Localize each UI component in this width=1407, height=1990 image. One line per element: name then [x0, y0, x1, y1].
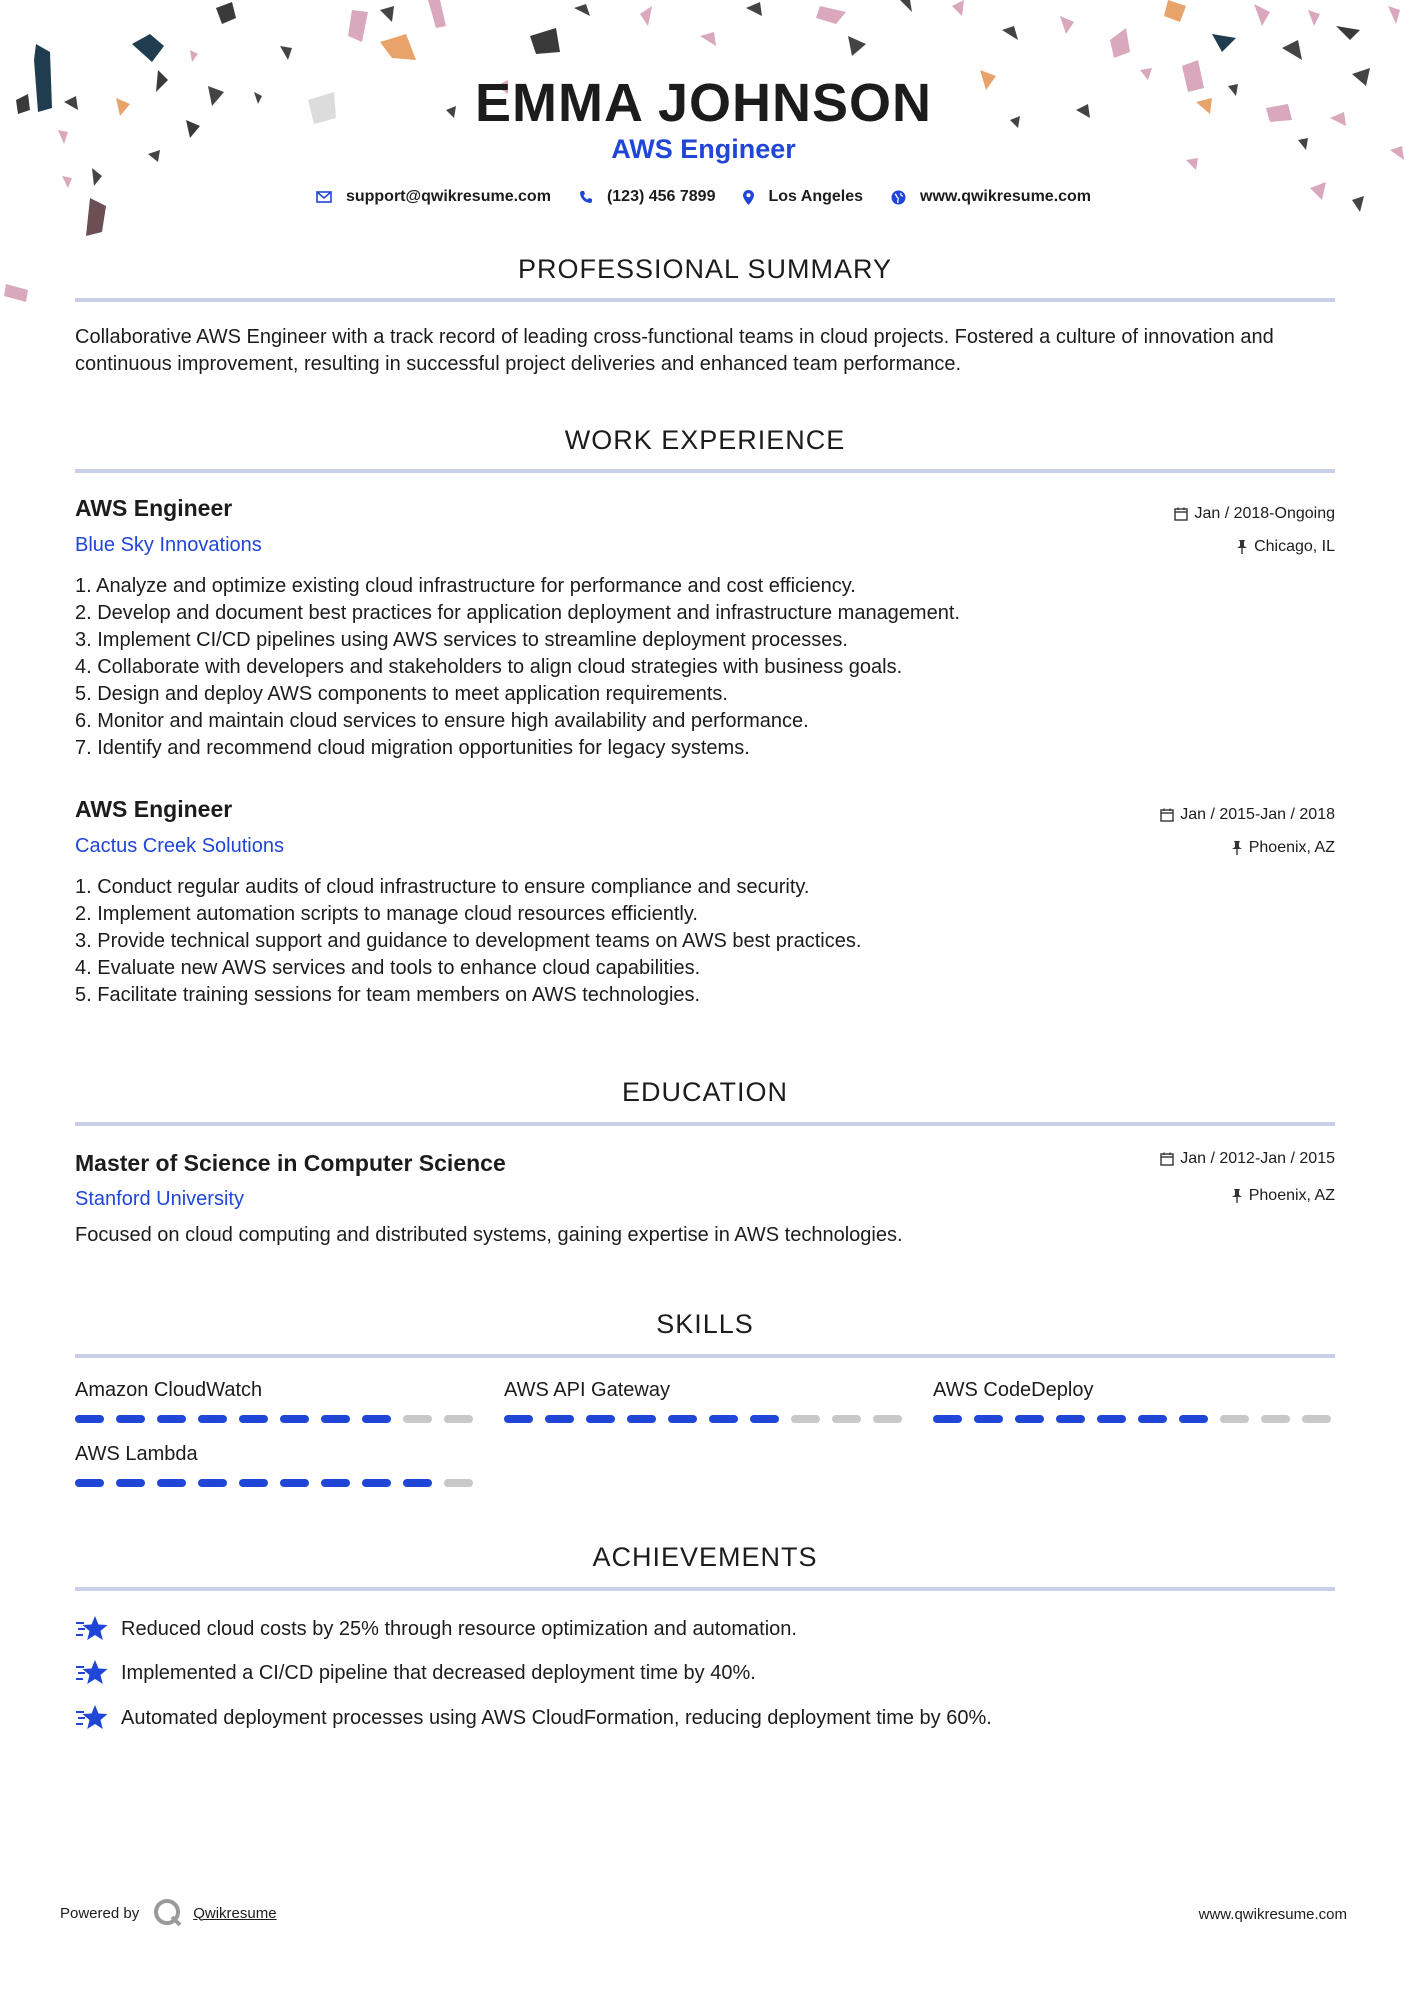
candidate-role: AWS Engineer [611, 134, 796, 164]
skill-segment-filled [157, 1479, 186, 1487]
skill-segment-empty [444, 1415, 473, 1423]
skill-segment-filled [198, 1415, 227, 1423]
section-title-education: EDUCATION [621, 1077, 788, 1107]
skill-segment-filled [239, 1415, 268, 1423]
footer-powered-by [60, 1898, 277, 1928]
skill-segment-filled [1179, 1415, 1208, 1423]
contact-email-text: support@qwikresume.com [345, 188, 551, 205]
achievement-text: Automated deployment processes using AWS CloudFormation, reducing deployment time by 60%. [121, 1706, 992, 1729]
contact-phone-text: (123) 456 7899 [606, 188, 716, 205]
contact-website-text: www.qwikresume.com [920, 188, 1092, 205]
school-name: Stanford University [75, 1188, 244, 1210]
skill-segment-filled [157, 1415, 186, 1423]
contact-website[interactable] [891, 188, 1091, 206]
skill-name: Amazon CloudWatch [75, 1379, 263, 1401]
skill-segment-filled [116, 1479, 145, 1487]
skill-segment-empty [1302, 1415, 1331, 1423]
job-dates [1160, 806, 1335, 824]
section-divider [75, 1587, 1335, 1591]
section-title-achievements: ACHIEVEMENTS [592, 1542, 818, 1572]
powered-by-label: Powered by [60, 1904, 140, 1922]
qwikresume-logo-icon [153, 1898, 183, 1928]
job-title: AWS Engineer [75, 495, 233, 521]
list-item: 7. Identify and recommend cloud migration opportunities for legacy systems. [75, 737, 750, 759]
footer-site[interactable]: www.qwikresume.com [1198, 1906, 1347, 1923]
achievement-item [75, 1658, 756, 1688]
calendar-icon [1160, 1152, 1174, 1166]
job-company: Cactus Creek Solutions [75, 835, 284, 857]
job-responsibilities [75, 874, 1335, 1009]
list-item: 2. Develop and document best practices for application deployment and infrastructure management. [75, 602, 960, 624]
skill-level-bar [504, 1415, 904, 1423]
skill-name: AWS API Gateway [504, 1379, 670, 1401]
skill-segment-filled [974, 1415, 1003, 1423]
calendar-icon [1160, 808, 1174, 822]
skill-segment-filled [116, 1415, 145, 1423]
star-icon [75, 1703, 109, 1733]
achievement-item [75, 1614, 797, 1644]
job-location [1236, 538, 1335, 556]
education-location [1231, 1187, 1335, 1205]
achievement-item [75, 1703, 992, 1733]
list-item: 3. Provide technical support and guidance to development teams on AWS best practices. [75, 930, 862, 952]
qwikresume-link[interactable]: Qwikresume [193, 1904, 277, 1922]
education-description: Focused on cloud computing and distributed systems, gaining expertise in AWS technologies. [75, 1224, 903, 1246]
skill-level-bar [933, 1415, 1333, 1423]
list-item: 4. Collaborate with developers and stakeholders to align cloud strategies with business goals. [75, 656, 903, 678]
list-item: 3. Implement CI/CD pipelines using AWS services to streamline deployment processes. [75, 629, 848, 651]
summary-text: Collaborative AWS Engineer with a track record of leading cross-functional teams in cloud projects. Fostered a culture of innovation and continuous improvement, resulting in successful project deliveries and enhanced team performance. [75, 326, 1274, 375]
candidate-name: EMMA JOHNSON [474, 73, 933, 133]
job-title: AWS Engineer [75, 796, 233, 822]
achievement-text: Implemented a CI/CD pipeline that decreased deployment time by 40%. [121, 1661, 756, 1684]
skill-segment-filled [75, 1479, 104, 1487]
pushpin-icon [1236, 540, 1248, 554]
job-company: Blue Sky Innovations [75, 534, 262, 556]
degree-title: Master of Science in Computer Science [75, 1150, 506, 1176]
skill-segment-filled [668, 1415, 697, 1423]
star-icon [75, 1614, 109, 1644]
skill-segment-filled [709, 1415, 738, 1423]
skill-level-bar [75, 1479, 475, 1487]
skill-segment-empty [1220, 1415, 1249, 1423]
list-item: 2. Implement automation scripts to manage cloud resources efficiently. [75, 903, 698, 925]
contact-email[interactable] [316, 188, 551, 206]
skill-segment-filled [321, 1415, 350, 1423]
skill-name: AWS Lambda [75, 1443, 198, 1465]
skill-segment-filled [504, 1415, 533, 1423]
globe-icon [891, 190, 906, 205]
map-pin-icon [743, 190, 754, 205]
skill-segment-filled [198, 1479, 227, 1487]
section-divider [75, 298, 1335, 302]
job-location-text: Chicago, IL [1254, 538, 1335, 555]
skill-segment-empty [873, 1415, 902, 1423]
skill-segment-filled [280, 1415, 309, 1423]
list-item: 1. Analyze and optimize existing cloud infrastructure for performance and cost efficiency. [75, 575, 856, 597]
education-location-text: Phoenix, AZ [1248, 1187, 1335, 1204]
contact-location [743, 188, 863, 206]
section-title-summary: PROFESSIONAL SUMMARY [517, 254, 893, 284]
achievement-text: Reduced cloud costs by 25% through resource optimization and automation. [121, 1617, 797, 1640]
contact-bar [0, 188, 1407, 206]
skill-name: AWS CodeDeploy [933, 1379, 1094, 1401]
skill-item [75, 1379, 475, 1423]
pushpin-icon [1231, 841, 1243, 855]
skill-segment-filled [239, 1479, 268, 1487]
contact-location-text: Los Angeles [768, 188, 864, 205]
skill-segment-filled [1056, 1415, 1085, 1423]
list-item: 6. Monitor and maintain cloud services to ensure high availability and performance. [75, 710, 809, 732]
skill-segment-filled [750, 1415, 779, 1423]
skill-segment-filled [1138, 1415, 1167, 1423]
list-item: 5. Design and deploy AWS components to meet application requirements. [75, 683, 728, 705]
education-dates [1160, 1150, 1335, 1168]
list-item: 4. Evaluate new AWS services and tools to enhance cloud capabilities. [75, 957, 701, 979]
skill-segment-filled [1097, 1415, 1126, 1423]
skill-segment-filled [75, 1415, 104, 1423]
skill-segment-filled [362, 1479, 391, 1487]
skill-item [504, 1379, 904, 1423]
list-item: 5. Facilitate training sessions for team members on AWS technologies. [75, 984, 701, 1006]
job-location-text: Phoenix, AZ [1248, 839, 1335, 856]
job-dates-text: Jan / 2018-Ongoing [1194, 505, 1335, 522]
skill-segment-empty [403, 1415, 432, 1423]
star-icon [75, 1658, 109, 1688]
section-divider [75, 1122, 1335, 1126]
skill-segment-filled [321, 1479, 350, 1487]
skill-segment-filled [586, 1415, 615, 1423]
phone-icon [579, 190, 593, 204]
job-responsibilities [75, 573, 1335, 762]
pushpin-icon [1231, 1189, 1243, 1203]
job-dates [1174, 505, 1335, 523]
skill-item [75, 1443, 475, 1487]
skill-segment-filled [627, 1415, 656, 1423]
skill-segment-empty [832, 1415, 861, 1423]
skill-segment-filled [933, 1415, 962, 1423]
skill-segment-filled [362, 1415, 391, 1423]
section-title-experience: WORK EXPERIENCE [564, 425, 846, 455]
skill-segment-filled [403, 1479, 432, 1487]
envelope-icon [316, 191, 332, 203]
calendar-icon [1174, 507, 1188, 521]
skill-segment-empty [444, 1479, 473, 1487]
section-divider [75, 1354, 1335, 1358]
education-dates-text: Jan / 2012-Jan / 2015 [1180, 1150, 1335, 1167]
job-location [1231, 839, 1335, 857]
skill-level-bar [75, 1415, 475, 1423]
skill-segment-filled [545, 1415, 574, 1423]
skill-item [933, 1379, 1333, 1423]
skill-segment-empty [791, 1415, 820, 1423]
job-dates-text: Jan / 2015-Jan / 2018 [1180, 806, 1335, 823]
skill-segment-filled [1015, 1415, 1044, 1423]
section-title-skills: SKILLS [656, 1309, 754, 1339]
list-item: 1. Conduct regular audits of cloud infrastructure to ensure compliance and security. [75, 876, 810, 898]
contact-phone[interactable] [579, 188, 716, 206]
section-divider [75, 469, 1335, 473]
skill-segment-empty [1261, 1415, 1290, 1423]
skill-segment-filled [280, 1479, 309, 1487]
